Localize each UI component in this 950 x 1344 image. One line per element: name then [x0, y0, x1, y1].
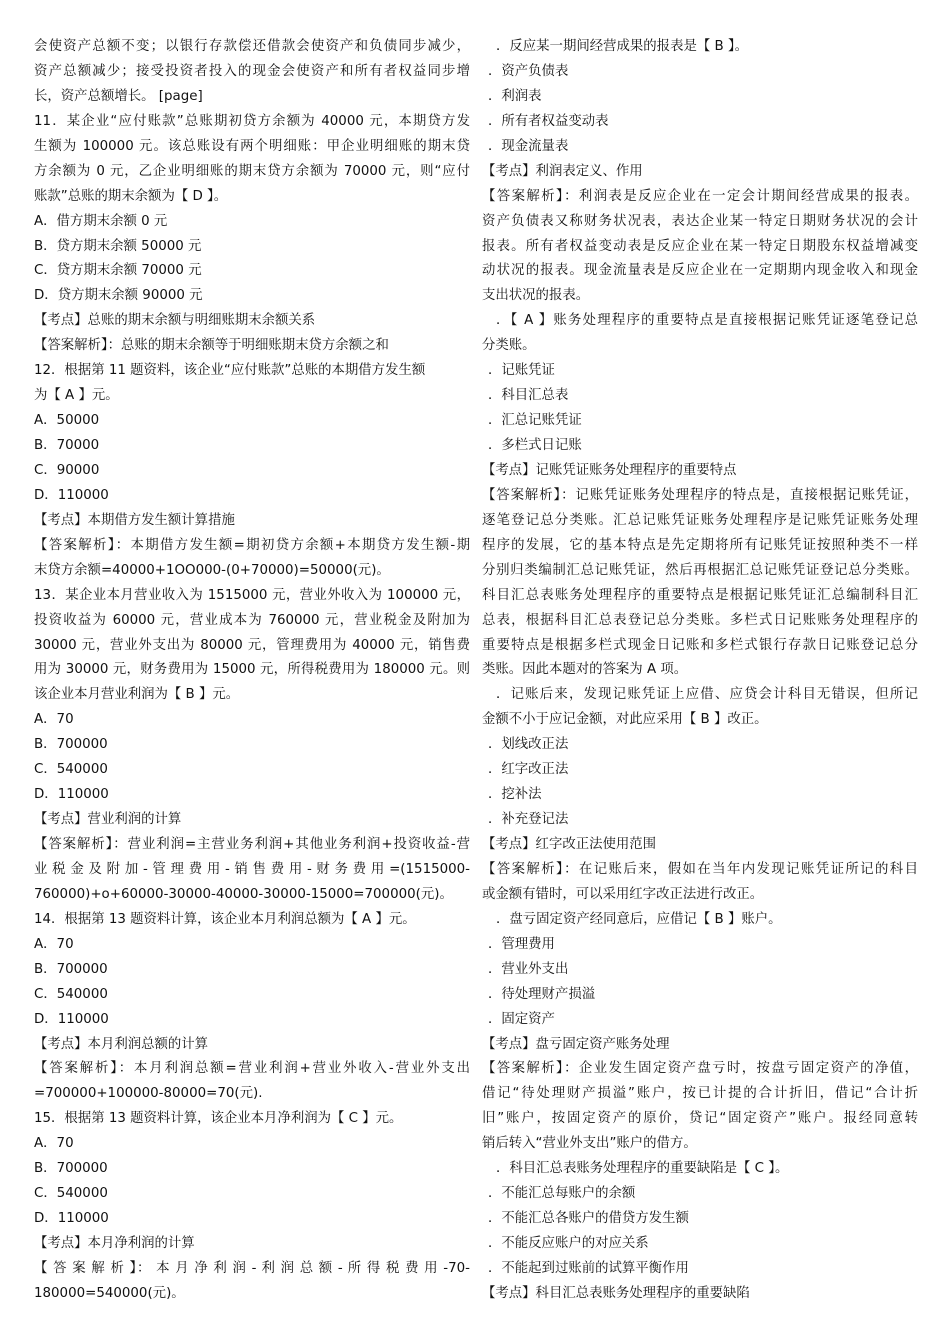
text-line: 【考点】总账的期末余额与明细账期末余额关系	[34, 313, 316, 329]
text-line: 业 税 金 及 附 加 - 管 理 费 用 - 销 售 费 用 - 财 务 费 用 =(1515000-	[34, 861, 470, 877]
text-line: 【考点】营业利润的计算	[34, 812, 182, 828]
text-line: 分类账。	[482, 338, 536, 354]
text-line: ．划线改正法	[488, 737, 569, 753]
text-line: 【答案解析】：总账的期末余额等于明细账期末贷方余额之和	[34, 338, 389, 354]
text-line: 【 答 案 解 析 】： 本 月 净 利 润 - 利 润 总 额 - 所 得 税 费 用 -70-	[34, 1260, 470, 1276]
text-line: 报表。所有者权益变动表是反应企业在某一特定日期股东权益增减变	[482, 238, 918, 254]
text-line: ．多栏式日记账	[488, 438, 582, 453]
text-line: 【考点】红字改正法使用范围	[482, 837, 657, 852]
text-line: 【答案解析】：本月利润总额=营业利润+营业外收入-营业外支出	[34, 1061, 470, 1077]
text-line: =700000+100000-80000=70(元).	[34, 1086, 263, 1102]
text-line: 【答案解析】：记账凭证账务处理程序的特点是，直接根据记账凭证，	[482, 487, 918, 503]
text-line: 重要特点是根据多栏式现金日记账和多栏式银行存款日记账登记总分	[482, 637, 918, 653]
text-line: ．盘亏固定资产经同意后，应借记【 B 】账户。	[496, 911, 782, 927]
text-line: B．700000	[34, 961, 108, 977]
text-line: ．记账凭证	[488, 363, 555, 379]
text-line: ．不能汇总每账户的余额	[488, 1186, 636, 1202]
text-line: C．540000	[34, 986, 108, 1002]
text-line: 15．根据第 13 题资料计算，该企业本月净利润为【 C 】元。	[34, 1111, 403, 1127]
text-line: ．所有者权益变动表	[488, 113, 609, 129]
text-line: 投资收益为 60000 元，营业成本为 760000 元，营业税金及附加为	[34, 612, 470, 628]
text-line: 12．根据第 11 题资料，该企业“应付账款”总账的本期借方发生额	[34, 363, 426, 379]
text-line: ．记账后来，发现记账凭证上应借、应贷会计科目无错误，但所记	[496, 687, 918, 703]
text-line: ．反应某一期间经营成果的报表是【 B 】。	[496, 39, 749, 54]
text-line: 【答案解析】：利润表是反应企业在一定会计期间经营成果的报表。	[482, 188, 918, 204]
text-line: ．资产负债表	[488, 63, 569, 79]
text-line: ．科目汇总表	[488, 388, 569, 404]
text-line: 旧”账户，按固定资产的原价，贷记“固定资产”账户。报经同意转	[482, 1111, 918, 1127]
text-line: D．110000	[34, 1011, 109, 1027]
text-line: D．110000	[34, 487, 109, 503]
text-line: ．现金流量表	[488, 138, 569, 154]
text-line: ．补充登记法	[488, 812, 569, 828]
text-line: 用为 30000 元，财务费用为 15000 元，所得税费用为 180000 元。则	[34, 662, 470, 678]
text-line: 【答案解析】：本期借方发生额=期初贷方余额+本期贷方发生额-期	[34, 537, 470, 553]
text-line: 销后转入“营业外支出”账户的借方。	[482, 1136, 697, 1152]
text-line: ．挖补法	[488, 787, 542, 803]
text-line: B．700000	[34, 737, 108, 753]
left-column	[34, 35, 470, 1307]
text-line: 长，资产总额增长。 [page]	[34, 88, 203, 104]
text-line: D．贷方期末余额 90000 元	[34, 288, 203, 304]
text-line: 【答案解析】：在记账后来，假如在当年内发现记账凭证所记的科目	[482, 861, 918, 877]
text-line: 生额为 100000 元。该总账设有两个明细账：甲企业明细账的期末贷	[34, 138, 470, 154]
text-line: ．红字改正法	[488, 762, 569, 778]
text-line: ．不能起到过账前的试算平衡作用	[488, 1260, 689, 1276]
text-line: 科目汇总表账务处理程序的重要特点是根据记账凭证汇总编制科目汇	[482, 587, 918, 603]
text-line: D．110000	[34, 787, 109, 803]
text-line: ．【 A 】账务处理程序的重要特点是直接根据记账凭证逐笔登记总	[496, 313, 918, 329]
text-line: ．待处理财产损溢	[488, 986, 596, 1002]
text-line: 方余额为 0 元，乙企业明细账的期末贷方余额为 70000 元，则“应付	[34, 163, 470, 179]
text-line: 13．某企业本月营业收入为 1515000 元，营业外收入为 100000 元，	[34, 587, 470, 603]
text-line: 【答案解析】：营业利润=主营业务利润+其他业务利润+投资收益-营	[34, 837, 470, 852]
text-line: ．科目汇总表账务处理程序的重要缺陷是【 C 】。	[496, 1161, 789, 1177]
text-line: 会使资产总额不变；以银行存款偿还借款会使资产和负债同步减少，	[34, 39, 470, 54]
text-line: 金额不小于应记金额，对此应采用【 B 】改正。	[482, 712, 768, 728]
text-line: 总表，根据科目汇总表登记总分类账。多栏式日记账账务处理程序的	[482, 612, 918, 628]
text-line: 类账。因此本题对的答案为 A 项。	[482, 662, 688, 678]
text-line: ．管理费用	[488, 936, 555, 952]
right-column	[482, 35, 918, 1307]
text-line: 【答案解析】：企业发生固定资产盘亏时，按盘亏固定资产的净值，	[482, 1061, 918, 1077]
text-line: 资产总额减少；接受投资者投入的现金会使资产和所有者权益同步增	[34, 63, 470, 79]
text-line: 【考点】科目汇总表账务处理程序的重要缺陷	[482, 1285, 750, 1301]
text-line: 逐笔登记总分类账。汇总记账凭证账务处理程序是记账凭证账务处理	[482, 512, 918, 528]
text-line: D．110000	[34, 1211, 109, 1227]
text-line: 为【 A 】元。	[34, 388, 119, 404]
text-line: C．90000	[34, 462, 100, 478]
text-line: 180000=540000(元)。	[34, 1285, 185, 1301]
text-line: ．汇总记账凭证	[488, 413, 582, 429]
text-line: 分别归类编制汇总记账凭证，然后再根据汇总记账凭证登记总分类账。	[482, 562, 918, 578]
text-line: 【考点】利润表定义、作用	[482, 163, 643, 179]
text-line: C．540000	[34, 762, 108, 778]
text-line: 【考点】盘亏固定资产账务处理	[482, 1036, 670, 1052]
text-line: 末贷方余额=40000+1OO000-(0+70000)=50000(元)。	[34, 562, 390, 578]
text-line: A．借方期末余额 0 元	[34, 213, 168, 229]
text-line: 30000 元，营业外支出为 80000 元，管理费用为 40000 元，销售费	[34, 637, 470, 653]
text-line: C．540000	[34, 1186, 108, 1202]
text-line: ．利润表	[488, 88, 542, 104]
text-line: C．贷方期末余额 70000 元	[34, 263, 202, 279]
text-line: B．70000	[34, 438, 100, 453]
text-line: B．贷方期末余额 50000 元	[34, 238, 202, 254]
text-line: 【考点】记账凭证账务处理程序的重要特点	[482, 462, 737, 478]
text-line: A．70	[34, 712, 74, 728]
text-line: 动状况的报表。现金流量表是反应企业在一定期期内现金收入和现金	[482, 263, 918, 279]
text-line: A．70	[34, 936, 74, 952]
text-line: ．营业外支出	[488, 961, 569, 977]
text-line: 14．根据第 13 题资料计算，该企业本月利润总额为【 A 】元。	[34, 911, 416, 927]
text-line: 借记“待处理财产损溢”账户，按已计提的合计折旧，借记“合计折	[482, 1086, 918, 1102]
text-line: 该企业本月营业利润为【 B 】元。	[34, 687, 240, 703]
text-line: ．不能汇总各账户的借贷方发生额	[488, 1211, 689, 1227]
text-line: 账款”总账的期末余额为【 D 】。	[34, 188, 228, 204]
text-line: 【考点】本期借方发生额计算措施	[34, 512, 235, 528]
text-line: 程序的发展，它的基本特点是先定期将所有记账凭证按照种类不一样	[482, 537, 918, 553]
text-line: 760000)+o+60000-30000-40000-30000-15000=700000(元)。	[34, 886, 453, 902]
text-line: 11．某企业“应付账款”总账期初贷方余额为 40000 元，本期贷方发	[34, 113, 470, 129]
text-line: 或金额有错时，可以采用红字改正法进行改正。	[482, 886, 764, 902]
text-line: ．不能反应账户的对应关系	[488, 1236, 649, 1251]
text-line: 【考点】本月利润总额的计算	[34, 1036, 209, 1052]
text-line: ．固定资产	[488, 1011, 555, 1027]
text-line: 资产负债表又称财务状况表，表达企业某一特定日期财务状况的会计	[482, 213, 918, 229]
text-line: A．70	[34, 1136, 74, 1152]
text-line: B．700000	[34, 1161, 108, 1177]
text-line: A．50000	[34, 413, 100, 429]
text-line: 支出状况的报表。	[482, 288, 590, 304]
text-line: 【考点】本月净利润的计算	[34, 1236, 195, 1251]
